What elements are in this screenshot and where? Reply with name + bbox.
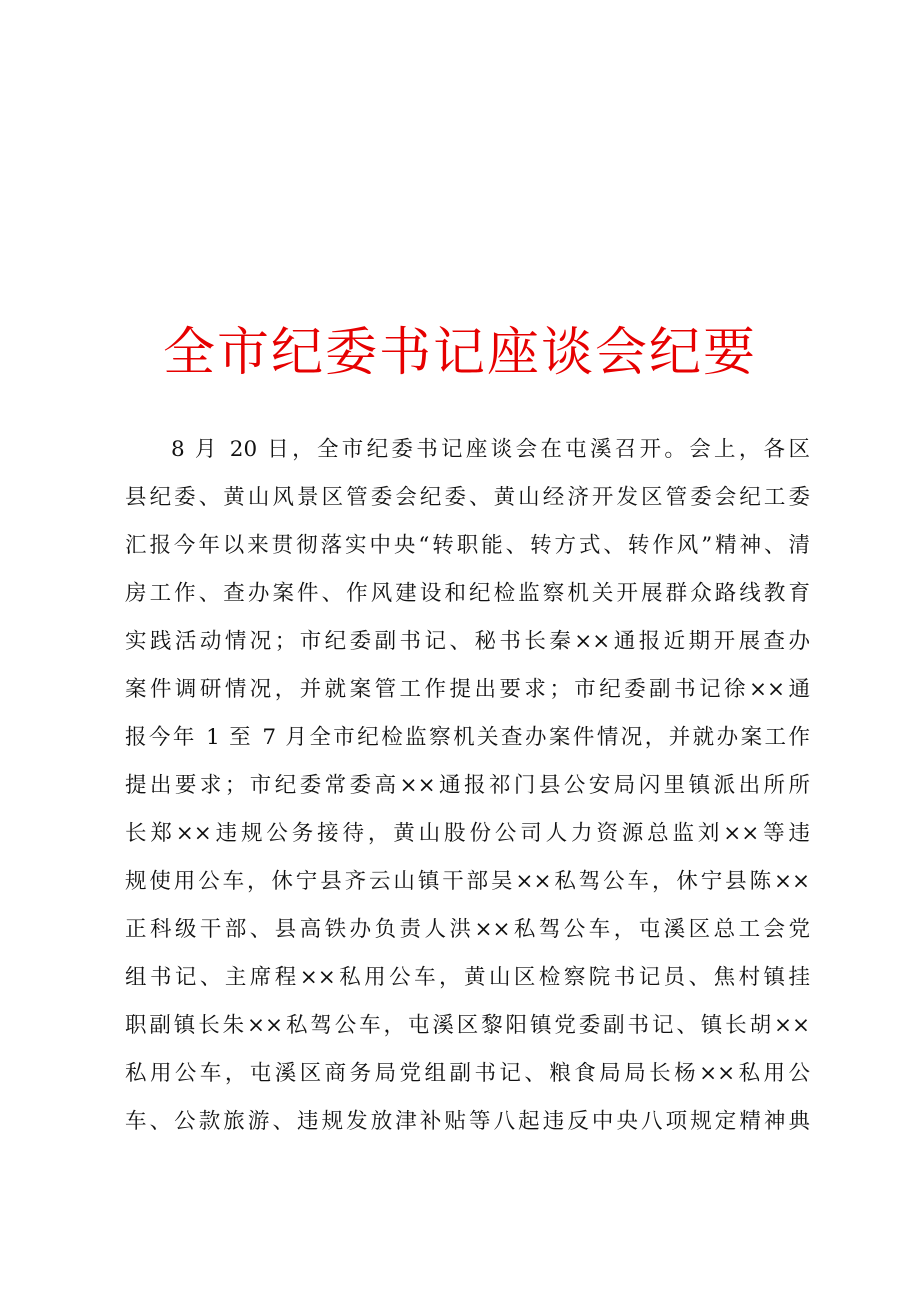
body-line-6: 案件调研情况，并就案管工作提出要求；市纪委副书记徐××通	[125, 677, 810, 702]
body-line-8: 提出要求；市纪委常委高××通报祁门县公安局闪里镇派出所所	[125, 773, 810, 798]
body-line-1: 8 月 20 日，全市纪委书记座谈会在屯溪召开。会上，各区	[171, 437, 810, 462]
body-line-7: 报今年 1 至 7 月全市纪检监察机关查办案件情况，并就办案工作	[125, 725, 810, 750]
body-line-4: 房工作、查办案件、作风建设和纪检监察机关开展群众路线教育	[125, 581, 810, 606]
document-body	[125, 426, 810, 1146]
body-line-12: 组书记、主席程××私用公车，黄山区检察院书记员、焦村镇挂	[125, 965, 810, 990]
document-title: 全市纪委书记座谈会纪要	[162, 323, 757, 383]
body-line-10: 规使用公车，休宁县齐云山镇干部吴××私驾公车，休宁县陈××	[125, 869, 810, 894]
body-line-9: 长郑××违规公务接待，黄山股份公司人力资源总监刘××等违	[125, 821, 810, 846]
body-line-11: 正科级干部、县高铁办负责人洪××私驾公车，屯溪区总工会党	[125, 917, 810, 942]
body-line-15: 车、公款旅游、违规发放津补贴等八起违反中央八项规定精神典	[125, 1109, 810, 1134]
body-line-14: 私用公车，屯溪区商务局党组副书记、粮食局局长杨××私用公	[125, 1061, 810, 1086]
body-line-2: 县纪委、黄山风景区管委会纪委、黄山经济开发区管委会纪工委	[125, 485, 810, 510]
body-line-13: 职副镇长朱××私驾公车，屯溪区黎阳镇党委副书记、镇长胡××	[125, 1013, 810, 1038]
body-line-3: 汇报今年以来贯彻落实中央“转职能、转方式、转作风”精神、清	[125, 533, 810, 558]
body-line-5: 实践活动情况；市纪委副书记、秘书长秦××通报近期开展查办	[125, 629, 810, 654]
